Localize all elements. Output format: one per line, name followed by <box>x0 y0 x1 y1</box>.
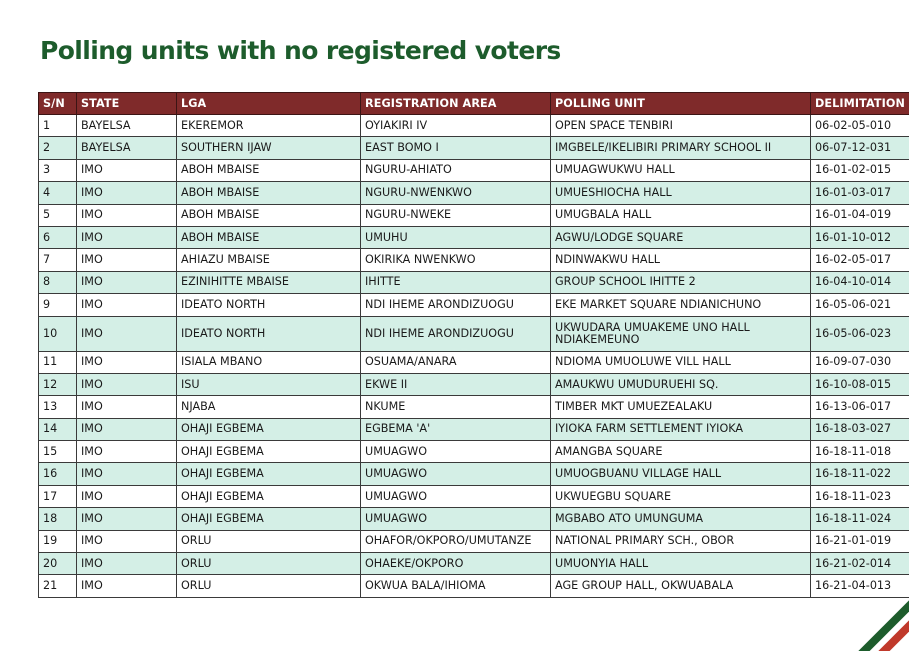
cell-delimitation: 16-18-11-018 <box>811 441 909 463</box>
table-row <box>39 159 909 181</box>
cell-state: IMO <box>77 204 177 226</box>
cell-polling-unit: IYIOKA FARM SETTLEMENT IYIOKA <box>551 418 811 440</box>
column-header-registration-area: REGISTRATION AREA <box>361 93 551 115</box>
cell-delimitation: 16-02-05-017 <box>811 249 909 271</box>
table-row <box>39 463 909 485</box>
cell-polling-unit: NDIOMA UMUOLUWE VILL HALL <box>551 351 811 373</box>
cell-registration-area: IHITTE <box>361 271 551 293</box>
cell-polling-unit: IMGBELE/IKELIBIRI PRIMARY SCHOOL II <box>551 137 811 159</box>
cell-polling-unit: UMUOGBUANU VILLAGE HALL <box>551 463 811 485</box>
cell-sn: 6 <box>39 226 77 248</box>
cell-state: IMO <box>77 271 177 293</box>
cell-delimitation: 16-18-03-027 <box>811 418 909 440</box>
table-row <box>39 530 909 552</box>
cell-registration-area: OKIRIKA NWENKWO <box>361 249 551 271</box>
cell-lga: NJABA <box>177 396 361 418</box>
cell-state: IMO <box>77 351 177 373</box>
table-row <box>39 137 909 159</box>
cell-state: BAYELSA <box>77 115 177 137</box>
cell-polling-unit: OPEN SPACE TENBIRI <box>551 115 811 137</box>
cell-delimitation: 16-18-11-023 <box>811 485 909 507</box>
cell-sn: 5 <box>39 204 77 226</box>
column-header-state: STATE <box>77 93 177 115</box>
table-row <box>39 441 909 463</box>
cell-lga: EKEREMOR <box>177 115 361 137</box>
cell-delimitation: 16-04-10-014 <box>811 271 909 293</box>
table-row <box>39 373 909 395</box>
table-row <box>39 418 909 440</box>
cell-lga: AHIAZU MBAISE <box>177 249 361 271</box>
cell-polling-unit: EKE MARKET SQUARE NDIANICHUNO <box>551 294 811 316</box>
cell-registration-area: NGURU-AHIATO <box>361 159 551 181</box>
cell-sn: 15 <box>39 441 77 463</box>
cell-state: IMO <box>77 463 177 485</box>
cell-lga: OHAJI EGBEMA <box>177 463 361 485</box>
cell-lga: SOUTHERN IJAW <box>177 137 361 159</box>
cell-state: IMO <box>77 159 177 181</box>
cell-sn: 21 <box>39 575 77 597</box>
cell-delimitation: 16-21-01-019 <box>811 530 909 552</box>
cell-state: IMO <box>77 226 177 248</box>
table-row <box>39 182 909 204</box>
cell-polling-unit: AMAUKWU UMUDURUEHI SQ. <box>551 373 811 395</box>
cell-state: IMO <box>77 316 177 351</box>
green-stripe <box>851 594 909 651</box>
table-body <box>39 115 909 598</box>
cell-state: IMO <box>77 249 177 271</box>
cell-registration-area: NDI IHEME ARONDIZUOGU <box>361 294 551 316</box>
table-row <box>39 396 909 418</box>
table-row <box>39 508 909 530</box>
cell-registration-area: NGURU-NWENKWO <box>361 182 551 204</box>
table-row <box>39 226 909 248</box>
cell-delimitation: 16-01-02-015 <box>811 159 909 181</box>
table-row <box>39 351 909 373</box>
cell-sn: 2 <box>39 137 77 159</box>
cell-polling-unit: MGBABO ATO UMUNGUMA <box>551 508 811 530</box>
cell-lga: OHAJI EGBEMA <box>177 485 361 507</box>
cell-sn: 9 <box>39 294 77 316</box>
cell-sn: 1 <box>39 115 77 137</box>
page-title: Polling units with no registered voters <box>40 36 561 65</box>
table-row <box>39 115 909 137</box>
cell-delimitation: 16-10-08-015 <box>811 373 909 395</box>
cell-lga: ABOH MBAISE <box>177 182 361 204</box>
cell-state: IMO <box>77 441 177 463</box>
cell-lga: ISU <box>177 373 361 395</box>
cell-registration-area: OSUAMA/ANARA <box>361 351 551 373</box>
cell-lga: ORLU <box>177 530 361 552</box>
cell-sn: 16 <box>39 463 77 485</box>
cell-registration-area: NGURU-NWEKE <box>361 204 551 226</box>
cell-registration-area: NDI IHEME ARONDIZUOGU <box>361 316 551 351</box>
cell-sn: 11 <box>39 351 77 373</box>
cell-lga: ABOH MBAISE <box>177 226 361 248</box>
cell-registration-area: UMUAGWO <box>361 441 551 463</box>
cell-sn: 10 <box>39 316 77 351</box>
cell-state: IMO <box>77 418 177 440</box>
cell-sn: 3 <box>39 159 77 181</box>
table-row <box>39 249 909 271</box>
cell-polling-unit: UKWUEGBU SQUARE <box>551 485 811 507</box>
cell-polling-unit: AGE GROUP HALL, OKWUABALA <box>551 575 811 597</box>
cell-state: IMO <box>77 530 177 552</box>
cell-sn: 19 <box>39 530 77 552</box>
cell-delimitation: 16-09-07-030 <box>811 351 909 373</box>
cell-state: IMO <box>77 396 177 418</box>
cell-polling-unit: NATIONAL PRIMARY SCH., OBOR <box>551 530 811 552</box>
cell-registration-area: OYIAKIRI IV <box>361 115 551 137</box>
table-row <box>39 485 909 507</box>
cell-lga: ISIALA MBANO <box>177 351 361 373</box>
cell-lga: IDEATO NORTH <box>177 316 361 351</box>
cell-delimitation: 16-05-06-021 <box>811 294 909 316</box>
cell-delimitation: 16-18-11-022 <box>811 463 909 485</box>
cell-delimitation: 16-01-03-017 <box>811 182 909 204</box>
cell-lga: OHAJI EGBEMA <box>177 418 361 440</box>
cell-registration-area: EKWE II <box>361 373 551 395</box>
cell-delimitation: 16-05-06-023 <box>811 316 909 351</box>
cell-sn: 20 <box>39 553 77 575</box>
column-header-sn: S/N <box>39 93 77 115</box>
header-row <box>39 93 909 115</box>
cell-polling-unit: UMUGBALA HALL <box>551 204 811 226</box>
cell-registration-area: NKUME <box>361 396 551 418</box>
cell-lga: IDEATO NORTH <box>177 294 361 316</box>
cell-registration-area: EGBEMA 'A' <box>361 418 551 440</box>
cell-registration-area: UMUAGWO <box>361 485 551 507</box>
cell-registration-area: UMUAGWO <box>361 463 551 485</box>
cell-registration-area: OHAEKE/OKPORO <box>361 553 551 575</box>
cell-delimitation: 16-13-06-017 <box>811 396 909 418</box>
column-header-delimitation: DELIMITATION <box>811 93 909 115</box>
cell-delimitation: 06-02-05-010 <box>811 115 909 137</box>
cell-state: IMO <box>77 575 177 597</box>
cell-sn: 14 <box>39 418 77 440</box>
cell-sn: 7 <box>39 249 77 271</box>
cell-lga: ABOH MBAISE <box>177 159 361 181</box>
cell-polling-unit: TIMBER MKT UMUEZEALAKU <box>551 396 811 418</box>
cell-sn: 13 <box>39 396 77 418</box>
cell-state: BAYELSA <box>77 137 177 159</box>
cell-state: IMO <box>77 182 177 204</box>
cell-state: IMO <box>77 508 177 530</box>
cell-sn: 18 <box>39 508 77 530</box>
cell-lga: ORLU <box>177 553 361 575</box>
column-header-polling-unit: POLLING UNIT <box>551 93 811 115</box>
cell-lga: OHAJI EGBEMA <box>177 508 361 530</box>
cell-sn: 12 <box>39 373 77 395</box>
table-row <box>39 271 909 293</box>
cell-lga: OHAJI EGBEMA <box>177 441 361 463</box>
cell-delimitation: 06-07-12-031 <box>811 137 909 159</box>
polling-units-table <box>38 92 909 598</box>
cell-lga: EZINIHITTE MBAISE <box>177 271 361 293</box>
cell-polling-unit: AMANGBA SQUARE <box>551 441 811 463</box>
cell-sn: 4 <box>39 182 77 204</box>
cell-registration-area: OHAFOR/OKPORO/UMUTANZE <box>361 530 551 552</box>
cell-polling-unit: NDINWAKWU HALL <box>551 249 811 271</box>
cell-delimitation: 16-18-11-024 <box>811 508 909 530</box>
table-row <box>39 204 909 226</box>
cell-delimitation: 16-01-10-012 <box>811 226 909 248</box>
cell-delimitation: 16-21-04-013 <box>811 575 909 597</box>
cell-state: IMO <box>77 553 177 575</box>
table-row <box>39 294 909 316</box>
column-header-lga: LGA <box>177 93 361 115</box>
cell-polling-unit: GROUP SCHOOL IHITTE 2 <box>551 271 811 293</box>
cell-registration-area: OKWUA BALA/IHIOMA <box>361 575 551 597</box>
corner-decoration <box>849 591 909 651</box>
cell-polling-unit: UKWUDARA UMUAKEME UNO HALL NDIAKEMEUNO <box>551 316 811 351</box>
cell-registration-area: UMUHU <box>361 226 551 248</box>
cell-state: IMO <box>77 373 177 395</box>
cell-state: IMO <box>77 485 177 507</box>
cell-state: IMO <box>77 294 177 316</box>
cell-sn: 17 <box>39 485 77 507</box>
cell-polling-unit: AGWU/LODGE SQUARE <box>551 226 811 248</box>
cell-lga: ORLU <box>177 575 361 597</box>
cell-lga: ABOH MBAISE <box>177 204 361 226</box>
table-row <box>39 575 909 597</box>
cell-registration-area: EAST BOMO I <box>361 137 551 159</box>
table-row <box>39 316 909 351</box>
cell-polling-unit: UMUESHIOCHA HALL <box>551 182 811 204</box>
cell-polling-unit: UMUONYIA HALL <box>551 553 811 575</box>
table-row <box>39 553 909 575</box>
cell-registration-area: UMUAGWO <box>361 508 551 530</box>
cell-delimitation: 16-01-04-019 <box>811 204 909 226</box>
cell-sn: 8 <box>39 271 77 293</box>
cell-polling-unit: UMUAGWUKWU HALL <box>551 159 811 181</box>
table-header <box>39 93 909 115</box>
cell-delimitation: 16-21-02-014 <box>811 553 909 575</box>
